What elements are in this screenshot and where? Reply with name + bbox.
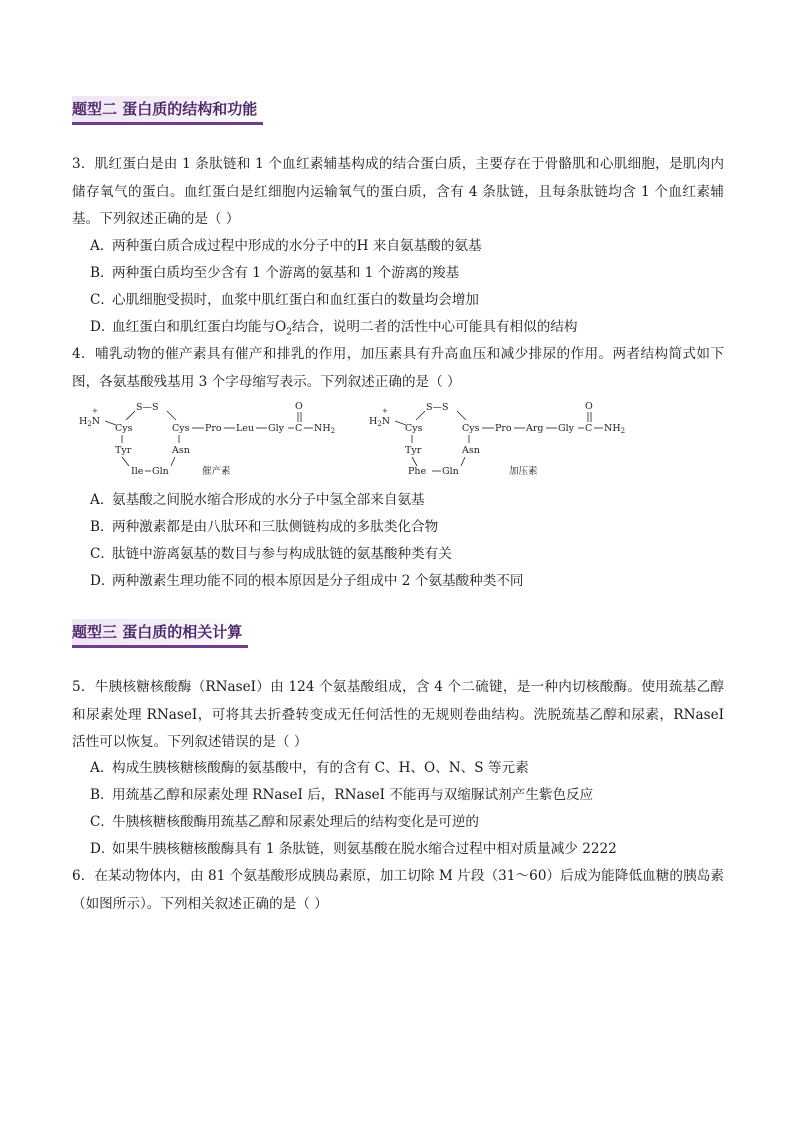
gly-label: Gly xyxy=(558,423,574,434)
question-3-option-b xyxy=(90,260,730,288)
subscript-2: 2 xyxy=(286,327,293,338)
option-text-pre: 血红蛋白和肌红蛋白均能与O xyxy=(112,319,287,335)
question-3-stem: 3．肌红蛋白是由 1 条肽链和 1 个血红素辅基构成的结合蛋白质，主要存在于骨骼肌和心肌细胞，是肌肉内储存氧气的蛋白。血红蛋白是红细胞内运输氧气的蛋白质，含有 4 条肽链，且每条肽链均含 1 个血红素辅基。下列叙述正确的是（ ） xyxy=(72,156,724,227)
question-3-option-a xyxy=(90,233,730,261)
option-label: A． xyxy=(90,238,114,254)
option-text: 两种激素生理功能不同的根本原因是分子组成中 2 个氨基酸种类不同 xyxy=(112,573,524,589)
asn-label: Asn xyxy=(172,445,190,456)
option-text: 两种蛋白质合成过程中形成的水分子中的H 来自氨基酸的氨基 xyxy=(112,238,482,254)
question-5-stem: 5．牛胰核糖核酸酶（RNaseI）由 124 个氨基酸组成，含 4 个二硫键，是一种内切核酸酶。使用巯基乙醇和尿素处理 RNaseI，可将其去折叠转变成无任何活性的无规则卷曲结构。洗脱巯基乙醇和尿素，RNaseI 活性可以恢复。下列叙述错误的是（ ） xyxy=(72,679,724,750)
oxygen-label: O xyxy=(295,401,303,412)
oxytocin-structure xyxy=(79,401,335,477)
carbon-label: C xyxy=(295,423,303,434)
nh2-label: $NH_2$ xyxy=(604,423,626,435)
section-heading-type-3 xyxy=(72,619,248,648)
nh2-label: $NH_2$ xyxy=(314,423,336,435)
section-heading-text: 题型三 蛋白质的相关计算 xyxy=(72,623,243,641)
option-label: A． xyxy=(90,492,114,508)
option-label: B． xyxy=(90,265,114,281)
question-3-option-c xyxy=(90,287,730,315)
option-label: B． xyxy=(90,519,114,535)
option-text: 两种蛋白质均至少含有 1 个游离的氨基和 1 个游离的羧基 xyxy=(112,265,460,281)
option-label: D． xyxy=(90,319,115,335)
tyr-label: Tyr xyxy=(115,445,132,456)
question-6-stem: 6．在某动物体内，由 81 个氨基酸形成胰岛素原，加工切除 M 片段（31～60）后成为能降低血糖的胰岛素（如图所示）。下列相关叙述正确的是（ ） xyxy=(72,868,724,912)
option-label: C． xyxy=(90,546,114,562)
option-text: 肽链中游离氨基的数目与参与构成肽链的氨基酸种类有关 xyxy=(112,546,452,562)
gly-label: Gly xyxy=(268,423,284,434)
gln-label: Gln xyxy=(152,466,169,477)
question-5-option-c xyxy=(90,809,730,837)
pro-label: Pro xyxy=(205,423,222,434)
question-4-stem: 4．哺乳动物的催产素具有催产和排乳的作用，加压素具有升高血压和减少排尿的作用。两者结构简式如下图，各氨基酸残基用 3 个字母缩写表示。下列叙述正确的是（ ） xyxy=(72,346,724,390)
vasopressin-structure xyxy=(369,401,625,477)
question-4-option-a xyxy=(90,487,730,515)
section-heading-type-2 xyxy=(72,96,263,125)
option-label: C． xyxy=(90,814,114,830)
third-residue-label: Arg xyxy=(526,423,544,434)
h2n-label: $H_2N$ xyxy=(79,416,101,428)
h2n-label: $H_2N$ xyxy=(369,416,391,428)
option-label: D． xyxy=(90,841,115,857)
gln-label: Gln xyxy=(442,466,459,477)
peptide-structure-figure xyxy=(72,398,632,483)
third-residue-label: Leu xyxy=(236,423,255,434)
asn-label: Asn xyxy=(462,445,480,456)
pro-label: Pro xyxy=(495,423,512,434)
cys2-label: Cys xyxy=(462,423,480,434)
ss-bond-label: S—S xyxy=(426,402,449,413)
question-5-option-d xyxy=(90,836,730,864)
section-heading-text: 题型二 蛋白质的结构和功能 xyxy=(72,100,258,118)
option-text: 构成生胰核糖核酸酶的氨基酸中，有的含有 C、H、O、N、S 等元素 xyxy=(112,760,529,776)
oxytocin-caption: 催产素 xyxy=(202,466,231,477)
option-text: 两种激素都是由八肽环和三肽侧链构成的多肽类化合物 xyxy=(112,519,439,535)
question-5-option-a xyxy=(90,755,730,783)
option-label: A． xyxy=(90,760,114,776)
option-label: D． xyxy=(90,573,115,589)
option-label: C． xyxy=(90,292,114,308)
phe-label: Phe xyxy=(408,466,427,477)
plus-charge: + xyxy=(92,407,98,415)
cys2-label: Cys xyxy=(172,423,190,434)
ss-bond-label: S—S xyxy=(136,402,159,413)
ile-label: Ile xyxy=(131,466,144,477)
option-text: 心肌细胞受损时，血浆中肌红蛋白和血红蛋白的数量均会增加 xyxy=(112,292,480,308)
oxygen-label: O xyxy=(585,401,593,412)
carbon-label: C xyxy=(585,423,593,434)
plus-charge: + xyxy=(382,407,388,415)
option-text: 如果牛胰核糖核酸酶具有 1 条肽链，则氨基酸在脱水缩合过程中相对质量减少 2222 xyxy=(112,841,617,857)
question-5-option-b xyxy=(90,782,730,810)
question-4-option-d xyxy=(90,568,730,596)
option-text: 氨基酸之间脱水缩合形成的水分子中氢全部来自氨基 xyxy=(112,492,425,508)
question-4-option-c xyxy=(90,541,730,569)
cys1-label: Cys xyxy=(405,423,423,434)
cys1-label: Cys xyxy=(115,423,133,434)
vasopressin-caption: 加压素 xyxy=(509,466,538,477)
tyr-label: Tyr xyxy=(405,445,422,456)
option-label: B． xyxy=(90,787,114,803)
option-text: 用巯基乙醇和尿素处理 RNaseI 后，RNaseI 不能再与双缩脲试剂产生紫色反应 xyxy=(112,787,594,803)
option-text: 牛胰核糖核酸酶用巯基乙醇和尿素处理后的结构变化是可逆的 xyxy=(112,814,480,830)
option-text-post: 结合，说明二者的活性中心可能具有相似的结构 xyxy=(292,319,578,335)
question-4-option-b xyxy=(90,514,730,542)
